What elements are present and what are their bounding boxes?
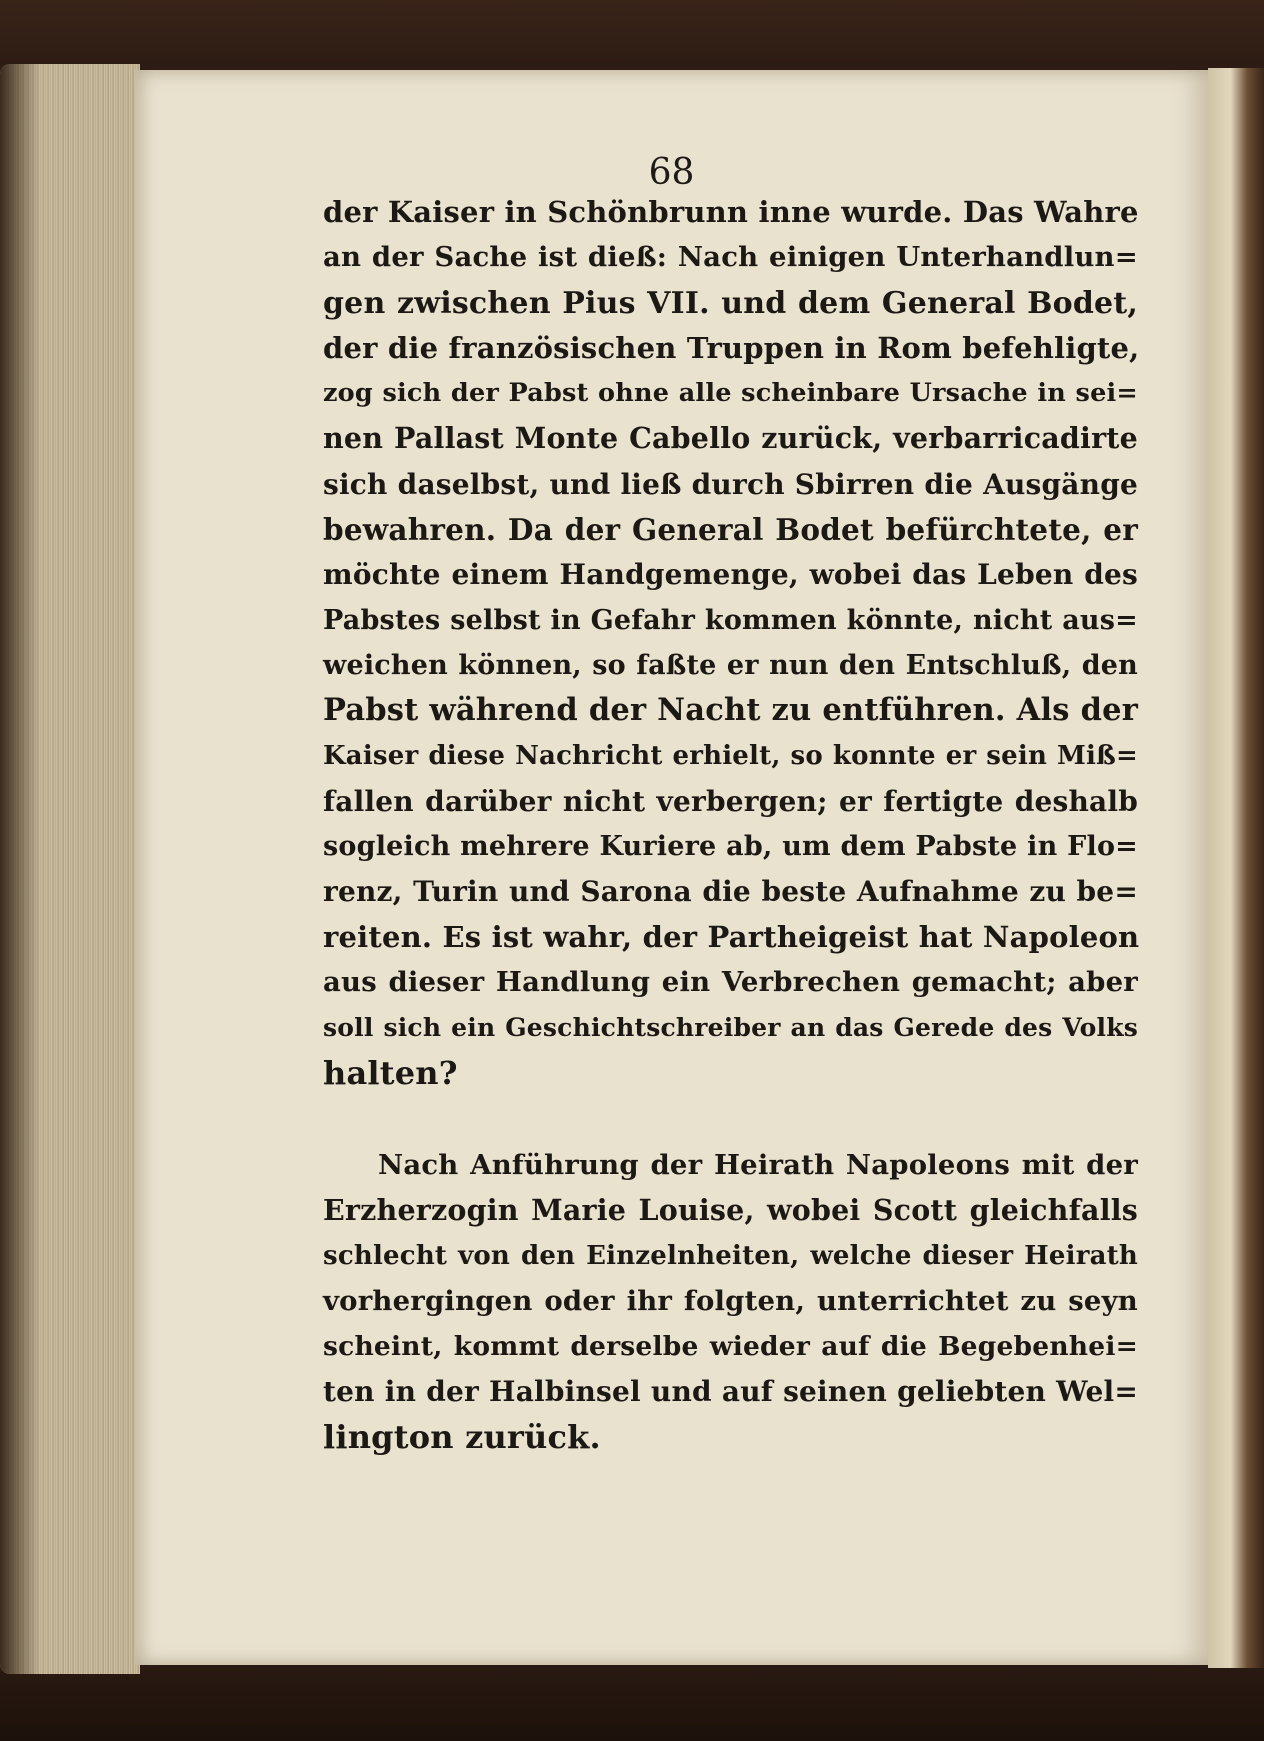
text-line: renz, Turin und Sarona die beste Aufnahme zu be= xyxy=(323,875,1138,909)
text-line: halten? xyxy=(323,1053,458,1092)
text-line: fallen darüber nicht verbergen; er fertigte deshalb xyxy=(323,784,1138,818)
facing-page-edge xyxy=(1208,68,1264,1668)
text-line: Pabst während der Nacht zu entführen. Als der xyxy=(323,692,1138,729)
text-line: sogleich mehrere Kuriere ab, um dem Pabste in Flo= xyxy=(323,831,1138,863)
book-cover-bottom xyxy=(0,1660,1264,1741)
text-line: schlecht von den Einzelnheiten, welche dieser Heirath xyxy=(323,1240,1138,1271)
text-line: Pabstes selbst in Gefahr kommen könnte, nicht aus= xyxy=(323,604,1138,636)
text-line: soll sich ein Geschichtschreiber an das Gerede des Volks xyxy=(323,1013,1138,1043)
book-page xyxy=(135,70,1208,1665)
text-line: gen zwischen Pius VII. und dem General Bodet, xyxy=(323,285,1138,321)
text-line: der Kaiser in Schönbrunn inne wurde. Das Wahre xyxy=(323,195,1139,229)
text-line: nen Pallast Monte Cabello zurück, verbarricadirte xyxy=(323,421,1138,456)
book-cover-top xyxy=(0,0,1264,80)
text-line: scheint, kommt derselbe wieder auf die Begebenhei= xyxy=(323,1331,1138,1363)
text-line: bewahren. Da der General Bodet befürchtete, er xyxy=(323,512,1138,548)
text-line: vorhergingen oder ihr folgten, unterrichtet zu seyn xyxy=(323,1284,1138,1317)
text-line: der die französischen Truppen in Rom befehligte, xyxy=(323,330,1140,365)
text-line: weichen können, so faßte er nun den Entschluß, den xyxy=(323,649,1138,681)
text-line: Kaiser diese Nachricht erhielt, so konnte er sein Miß= xyxy=(323,740,1138,771)
text-line: aus dieser Handlung ein Verbrechen gemacht; aber xyxy=(323,966,1138,999)
text-line: an der Sache ist dieß: Nach einigen Unterhandlun= xyxy=(323,241,1138,274)
paragraph-2 xyxy=(323,1143,1138,1460)
page-number: 68 xyxy=(648,152,695,193)
text-line: lington zurück. xyxy=(323,1417,601,1456)
text-line: ten in der Halbinsel und auf seinen geliebten Wel= xyxy=(323,1375,1138,1409)
text-line: Erzherzogin Marie Louise, wobei Scott gleichfalls xyxy=(323,1193,1138,1228)
text-line: sich daselbst, und ließ durch Sbirren die Ausgänge xyxy=(323,467,1138,501)
text-line: reiten. Es ist wahr, der Partheigeist hat Napoleon xyxy=(323,919,1140,954)
page-edges-shadow xyxy=(0,64,40,1674)
text-line: möchte einem Handgemenge, wobei das Leben des xyxy=(323,558,1138,592)
paragraph-1 xyxy=(323,190,1138,1096)
text-line: zog sich der Pabst ohne alle scheinbare Ursache in sei= xyxy=(323,378,1138,409)
text-line: Nach Anführung der Heirath Napoleons mit der xyxy=(378,1148,1138,1181)
page-text xyxy=(323,190,1138,1460)
paragraph-gap xyxy=(323,1096,1138,1143)
